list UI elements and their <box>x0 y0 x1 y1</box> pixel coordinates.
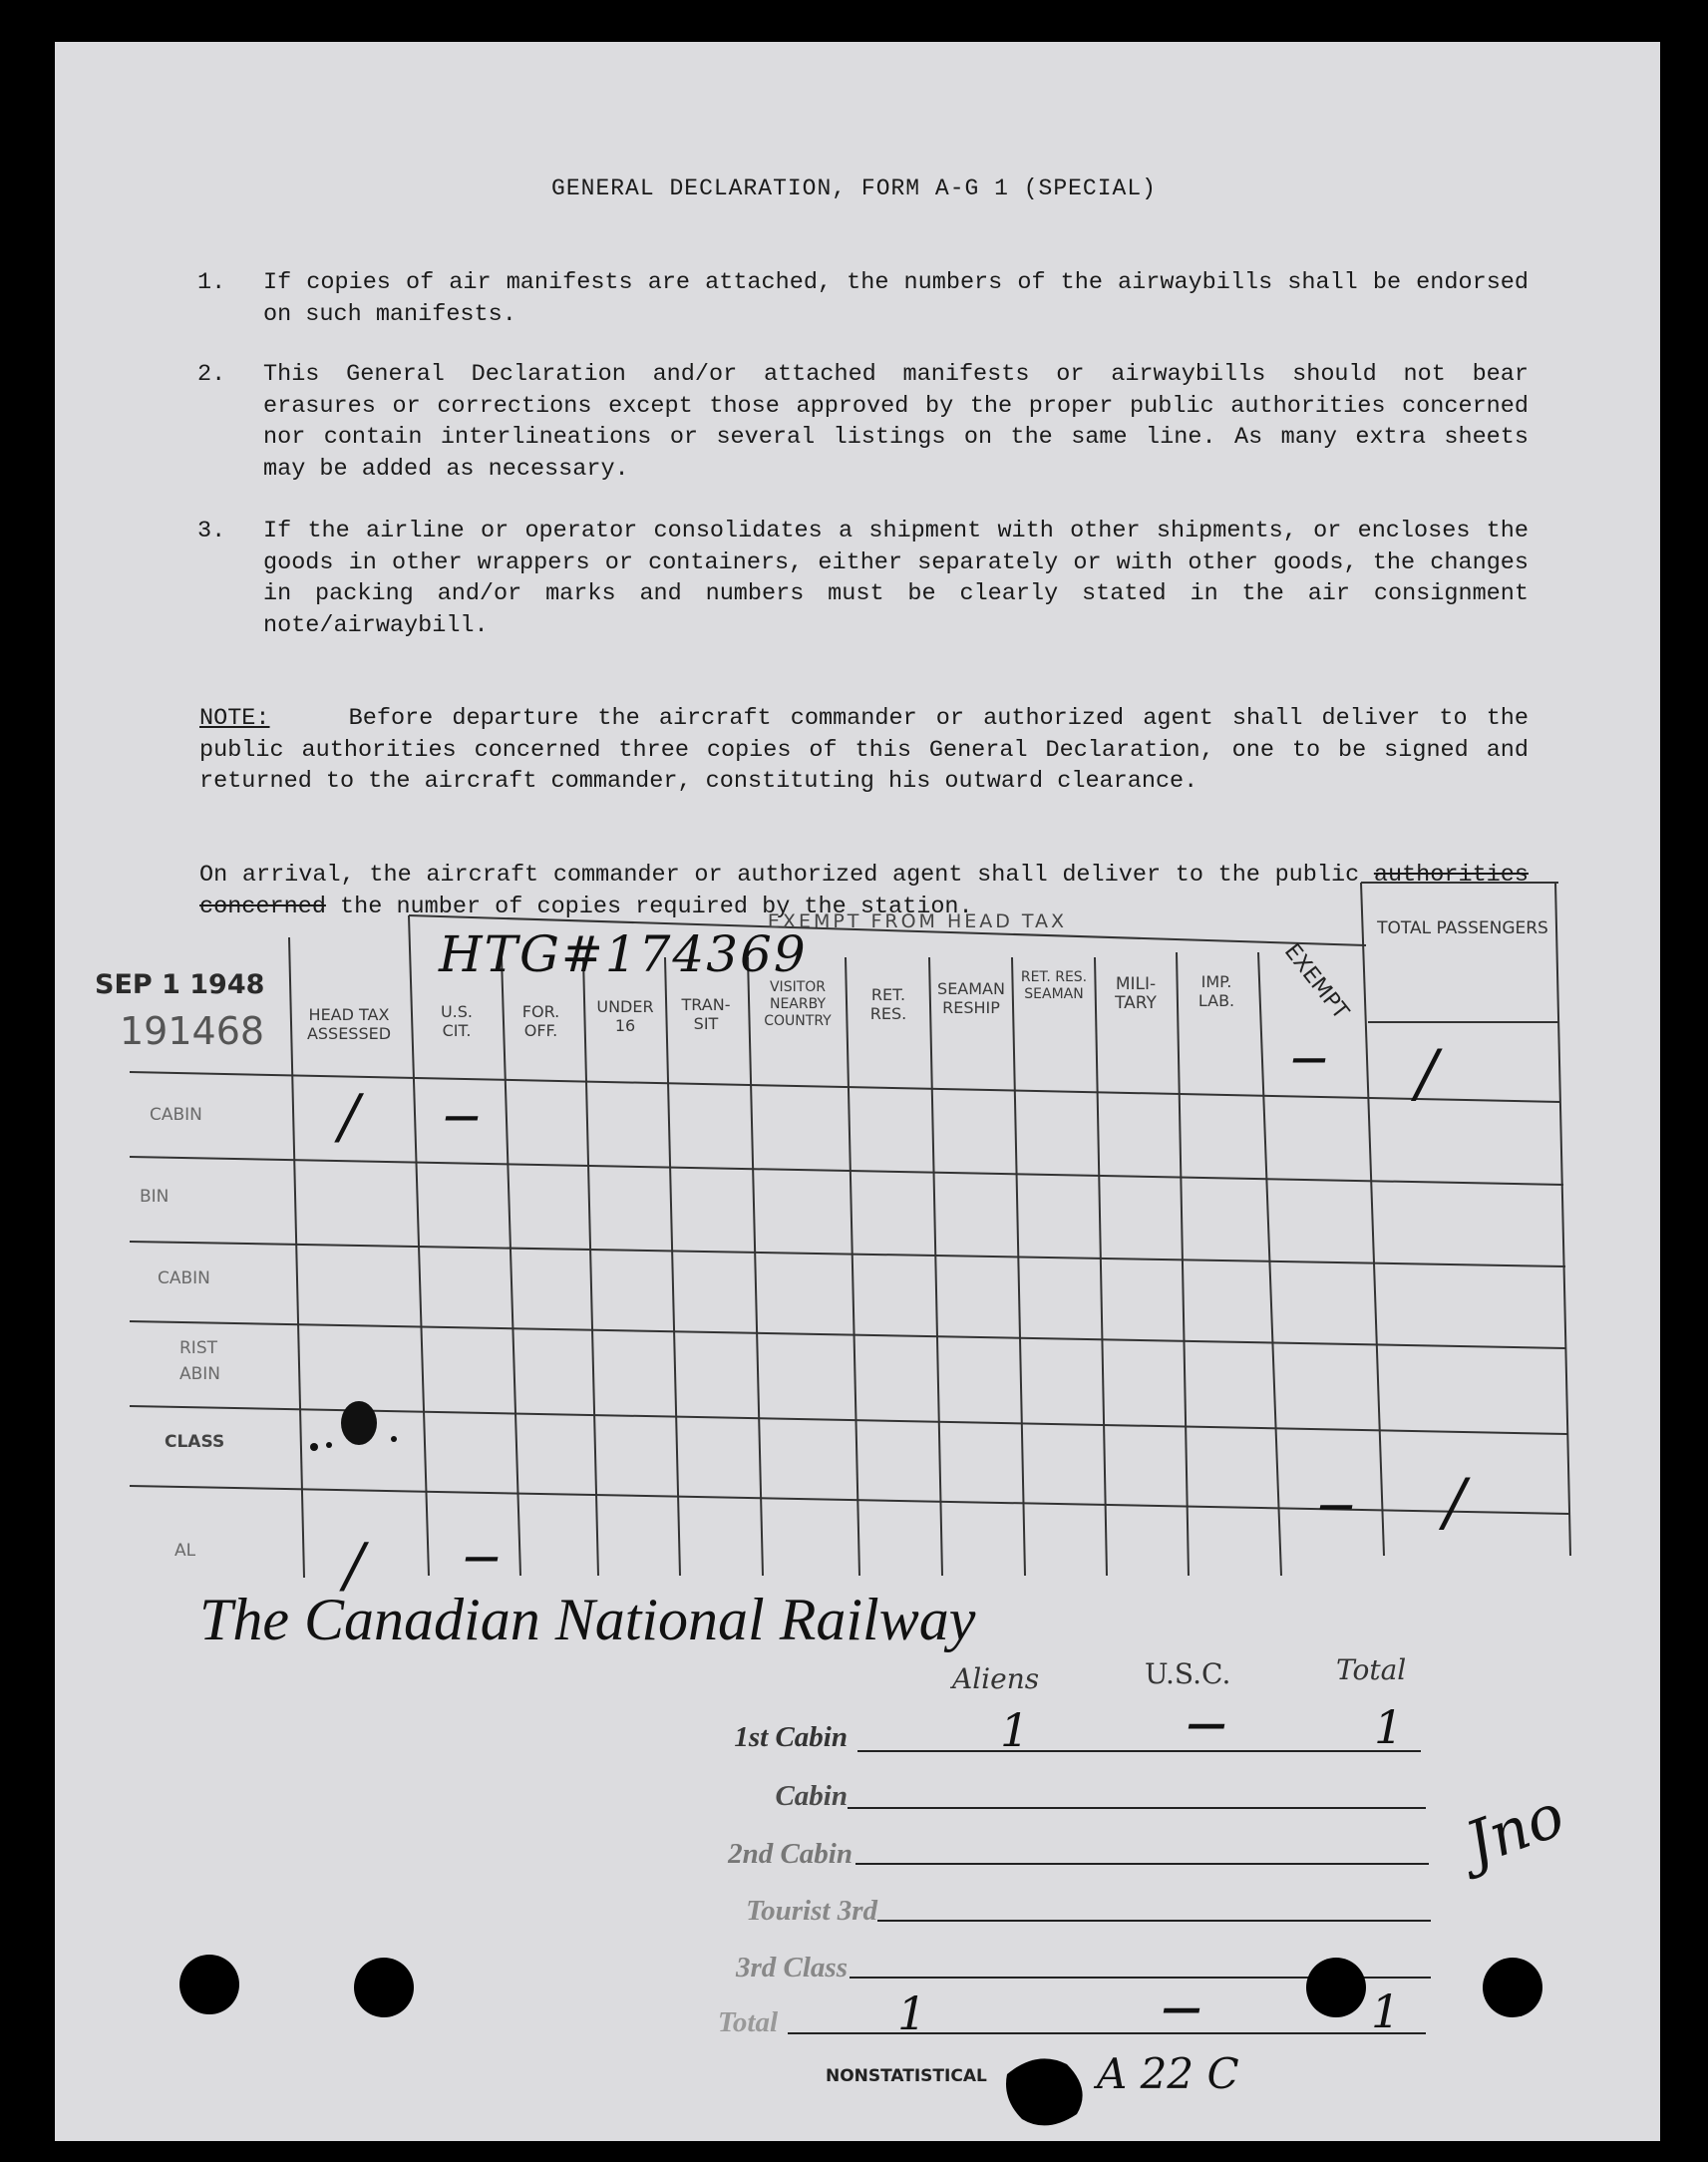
punch-hole <box>1306 1958 1366 2017</box>
col-total-passengers: TOTAL PASSENGERS <box>1377 918 1548 938</box>
summary-label-2nd-cabin: 2nd Cabin <box>728 1838 853 1870</box>
summary-line <box>855 1863 1429 1865</box>
mark-us-cit-total: — <box>464 1536 500 1578</box>
summary-1st-cabin-aliens: 1 <box>1000 1703 1030 1757</box>
mark-head-tax-1st-cabin: / <box>339 1082 360 1152</box>
col-head-tax-assessed: HEAD TAX ASSESSED <box>306 1005 392 1043</box>
col-ret-res: RET. RES. <box>869 985 907 1023</box>
summary-line <box>848 1807 1426 1809</box>
mark-total-total: / <box>1444 1466 1466 1540</box>
initials-handwritten: Jno <box>1457 1780 1573 1880</box>
instruction-text: If copies of air manifests are attached, the numbers of the airwaybills shall be endorsed on such manifests. <box>263 269 1529 328</box>
col-seaman-reship: SEAMAN RESHIP <box>937 979 1005 1017</box>
punch-hole <box>1483 1958 1542 2017</box>
col-under-16: UNDER 16 <box>596 997 654 1035</box>
exempt-header: EXEMPT FROM HEAD TAX <box>767 910 1068 932</box>
summary-total-total: 1 <box>1371 1984 1401 2038</box>
form-title: GENERAL DECLARATION, FORM A-G 1 (SPECIAL) <box>551 176 1157 201</box>
col-military: MILI- TARY <box>1115 974 1157 1013</box>
summary-header-aliens: Aliens <box>952 1662 1040 1695</box>
summary-header-usc: U.S.C. <box>1145 1657 1231 1690</box>
summary-total-aliens: 1 <box>897 1986 927 2040</box>
arrival-text-b: the number of copies required by the station. <box>340 893 973 920</box>
stamp-number: 191468 <box>120 1009 265 1053</box>
row-label-1st-cabin: CABIN <box>150 1105 202 1125</box>
summary-label-total: Total <box>717 2006 778 2038</box>
summary-label-tourist-3rd: Tourist 3rd <box>746 1895 877 1927</box>
note-label: NOTE: <box>199 705 270 732</box>
row-label-2nd-cabin: CABIN <box>158 1268 210 1288</box>
instruction-text: This General Declaration and/or attached manifests or airwaybills should not bear erasures or corrections except those approved by the proper public authorities concerned nor contain interlineations or several listings on the same line. As many extra sheets may be added as necessary. <box>263 361 1529 483</box>
footer-code-handwritten: A 22 C <box>1097 2049 1239 2098</box>
carrier-handwritten: The Canadian National Railway <box>199 1587 976 1652</box>
nonstatistical-stamp: NONSTATISTICAL <box>826 2066 987 2086</box>
instruction-text: If the airline or operator consolidates a shipment with other shipments, or encloses the goods in other wrappers or containers, either separately or with other goods, the changes in packing and/or marks and numbers must be clearly stated in the air consignment note/airwaybill. <box>263 518 1529 639</box>
mark-head-tax-total: / <box>344 1531 365 1601</box>
summary-1st-cabin-total: 1 <box>1374 1700 1404 1754</box>
ink-blot <box>299 1391 409 1461</box>
note-text: Before departure the aircraft commander or authorized agent shall deliver to the public authorities concerned three copies of this General Declaration, one to be signed and returned to the aircraft commander, constituting his outward clearance. <box>199 705 1529 795</box>
date-stamp: SEP 1 1948 <box>95 969 265 1000</box>
row-label-tourist-cabin: ABIN <box>179 1364 221 1384</box>
summary-label-cabin: Cabin <box>775 1780 848 1812</box>
col-us-cit: U.S. CIT. <box>440 1002 474 1040</box>
summary-line <box>788 2032 1426 2034</box>
col-imp-lab: IMP. LAB. <box>1197 972 1235 1010</box>
footer-ink-blot <box>997 2044 1092 2134</box>
summary-label-1st-cabin: 1st Cabin <box>734 1721 848 1753</box>
summary-line <box>877 1920 1431 1922</box>
mark-exempt-total: — <box>1318 1484 1354 1526</box>
row-label-total: AL <box>174 1541 196 1561</box>
col-visitor-nearby-country: VISITOR NEARBY COUNTRY <box>764 979 832 1029</box>
handwritten-reference: HTG#174369 <box>439 925 808 983</box>
row-label-tourist: RIST <box>179 1338 218 1358</box>
punch-hole <box>179 1955 239 2014</box>
row-label-3rd-class: CLASS <box>165 1432 225 1452</box>
arrival-struck-text: authorities concerned <box>199 862 1529 920</box>
summary-header-total: Total <box>1336 1653 1407 1686</box>
col-transit: TRAN- SIT <box>681 995 731 1033</box>
mark-total-row1: / <box>1416 1037 1438 1111</box>
punch-hole <box>354 1958 414 2017</box>
mark-exempt-row1: — <box>1291 1037 1327 1079</box>
summary-total-usc: — <box>1162 1984 1201 2031</box>
col-ret-res-seaman: RET. RES. SEAMAN <box>1020 969 1088 1002</box>
instruction-number: 3. <box>197 518 226 544</box>
arrival-text-a: On arrival, the aircraft commander or authorized agent shall deliver to the public <box>199 862 1360 889</box>
row-label-cabin: BIN <box>140 1187 170 1207</box>
summary-1st-cabin-usc: — <box>1187 1700 1226 1747</box>
instruction-number: 2. <box>197 361 226 388</box>
exempt-diagonal-label: EXEMPT <box>1278 938 1354 1025</box>
col-for-off: FOR. OFF. <box>521 1002 560 1040</box>
mark-us-cit-1st-cabin: — <box>444 1095 480 1137</box>
summary-label-3rd-class: 3rd Class <box>735 1952 848 1983</box>
instruction-number: 1. <box>197 269 226 296</box>
summary-line <box>857 1750 1421 1752</box>
